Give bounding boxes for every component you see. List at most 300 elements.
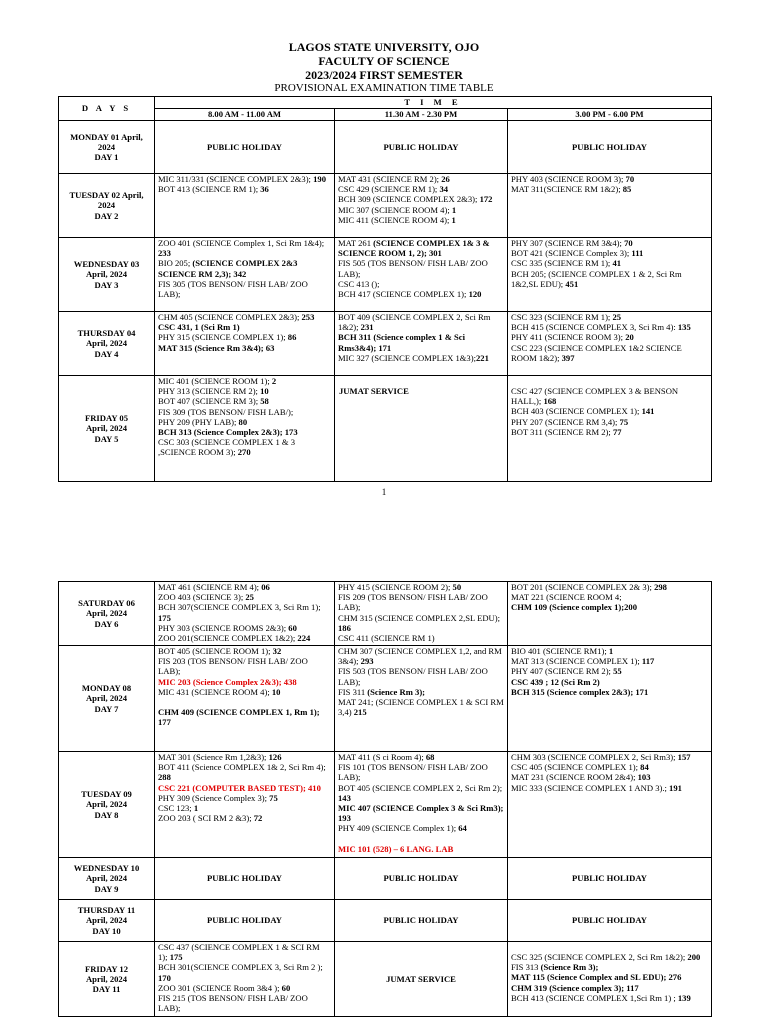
exam-entry xyxy=(338,258,504,278)
exam-entry xyxy=(511,582,708,592)
exam-entry xyxy=(158,582,331,592)
table-row xyxy=(59,942,712,1017)
exam-course: CHM 315 (SCIENCE COMPLEX 2,SL EDU); xyxy=(338,612,501,623)
slot-3-cell xyxy=(508,582,712,646)
table-row xyxy=(59,858,712,900)
exam-entry xyxy=(338,646,504,666)
jumat-service-cell: JUMAT SERVICE xyxy=(335,942,508,1017)
exam-entry xyxy=(158,752,331,762)
exam-course: BCH 415 (SCIENCE COMPLEX 3, Sci Rm 4): xyxy=(511,322,676,333)
exam-entry xyxy=(511,269,708,289)
table-row xyxy=(59,582,712,646)
exam-count: 58 xyxy=(258,396,269,407)
day-label: MONDAY 01 April, xyxy=(70,131,143,142)
exam-count: 111 xyxy=(629,248,644,259)
exam-entry xyxy=(158,942,331,962)
exam-entry-highlight: CSC 221 (COMPUTER BASED TEST); 410 xyxy=(158,782,321,793)
day-cell xyxy=(59,121,155,174)
slot-3-cell xyxy=(508,752,712,858)
exam-course: BOT 405 (SCIENCE COMPLEX 2, Sci Rm 2); xyxy=(338,782,503,793)
exam-count: 157 xyxy=(675,752,691,762)
slot-2-cell xyxy=(335,238,508,312)
exam-entry xyxy=(511,417,708,427)
exam-course: MIC 401 (SCIENCE ROOM 1); xyxy=(158,376,270,386)
exam-count: 397 xyxy=(559,352,575,363)
exam-course: PHY 303 (SCIENCE ROOMS 2&3); xyxy=(158,622,287,633)
public-holiday-cell: PUBLIC HOLIDAY xyxy=(335,900,508,942)
exam-course: ZOO 403 (SCIENCE 3); xyxy=(158,592,244,603)
day-label: SATURDAY 06 xyxy=(78,598,135,609)
exam-entry xyxy=(158,417,331,427)
day-label: DAY 5 xyxy=(94,433,119,444)
exam-count: 293 xyxy=(358,656,374,667)
slot-header-2: 11.30 AM - 2.30 PM xyxy=(335,109,508,121)
exam-course: FIS 311 xyxy=(338,686,366,697)
exam-count: 64 xyxy=(456,823,467,834)
exam-course: BCH 205; (SCIENCE COMPLEX 1 & 2, Sci Rm 1&2,SL EDU); xyxy=(511,268,682,289)
exam-course: MIC 307 (SCIENCE ROOM 4); xyxy=(338,204,450,215)
exam-count: 68 xyxy=(423,752,435,762)
exam-count: 25 xyxy=(610,312,622,322)
exam-entry xyxy=(338,697,504,717)
exam-count: 34 xyxy=(437,184,449,195)
exam-count: CHM 409 (SCIENCE COMPLEX 1, Rm 1); 177 xyxy=(158,707,320,728)
exam-course: MIC 327 (SCIENCE COMPLEX 1&3); xyxy=(338,352,476,363)
exam-entry xyxy=(158,184,331,194)
exam-entry xyxy=(158,322,331,332)
exam-course: BCH 417 (SCIENCE COMPLEX 1); xyxy=(338,289,467,300)
day-label: DAY 4 xyxy=(94,348,119,359)
exam-count: (Science Rm 3); xyxy=(365,686,426,697)
day-label: DAY 2 xyxy=(94,210,119,221)
exam-entry xyxy=(338,238,504,258)
exam-count: 1 xyxy=(449,214,456,225)
timetable-page-1 xyxy=(58,96,712,482)
exam-course: BCH 403 (SCIENCE COMPLEX 1); xyxy=(511,406,640,417)
day-label: MONDAY 08 xyxy=(81,683,132,694)
exam-count: 233 xyxy=(158,248,171,259)
exam-count: 175 xyxy=(158,612,171,623)
day-label: THURSDAY 11 xyxy=(77,905,136,916)
exam-count: 20 xyxy=(623,332,634,343)
exam-count: 2 xyxy=(269,376,277,386)
exam-course: FIS 309 (TOS BENSON/ FISH LAB/); xyxy=(158,406,294,417)
day-label: TUESDAY 09 xyxy=(81,789,132,800)
exam-course: CSC 429 (SCIENCE RM 1); xyxy=(338,184,438,195)
exam-entry xyxy=(338,752,504,762)
exam-entry xyxy=(511,772,708,782)
exam-count: 10 xyxy=(269,686,281,697)
table-row xyxy=(59,646,712,752)
exam-course: CSC 437 (SCIENCE COMPLEX 1 & SCI RM 1); xyxy=(158,942,320,963)
exam-entry xyxy=(511,993,708,1003)
slot-2-cell xyxy=(335,646,508,752)
exam-count: 60 xyxy=(286,622,297,633)
exam-count: 80 xyxy=(236,416,248,427)
exam-entry-highlight: MIC 203 (Science Complex 2&3); 438 xyxy=(158,676,297,687)
exam-entry xyxy=(511,666,708,676)
slot-1-cell xyxy=(155,376,335,482)
exam-course: PHY 207 (SCIENCE RM 3,4); xyxy=(511,416,618,427)
slot-header-3: 3.00 PM - 6.00 PM xyxy=(508,109,712,121)
exam-course: MIC 311/331 (SCIENCE COMPLEX 2&3); xyxy=(158,174,311,184)
exam-course: FIS 209 (TOS BENSON/ FISH LAB/ ZOO LAB); xyxy=(338,592,488,613)
exam-entry xyxy=(158,633,331,643)
day-label: 2024 xyxy=(97,200,116,211)
exam-count: BCH 315 (Science complex 2&3); 171 xyxy=(511,686,649,697)
exam-count: (Science Rm 3); xyxy=(538,962,599,973)
exam-entry xyxy=(338,666,504,686)
day-cell xyxy=(59,582,155,646)
exam-count: 172 xyxy=(477,194,493,205)
exam-course: MAT 261 xyxy=(338,238,372,248)
exam-course: CHM 303 (SCIENCE COMPLEX 2, Sci Rm3); xyxy=(511,752,676,762)
exam-entry xyxy=(511,312,708,322)
exam-entry xyxy=(338,279,504,289)
slot-1-cell xyxy=(155,582,335,646)
exam-course: BOT 201 (SCIENCE COMPLEX 2& 3); xyxy=(511,582,652,592)
table-row xyxy=(59,900,712,942)
exam-entry xyxy=(511,646,708,656)
exam-course: MIC 411 (SCIENCE ROOM 4); xyxy=(338,214,450,225)
timetable-page-2 xyxy=(58,581,712,1017)
slot-2-cell xyxy=(335,312,508,376)
table-row xyxy=(59,121,712,174)
exam-entry xyxy=(511,752,708,762)
exam-count: 75 xyxy=(267,792,278,803)
day-label: DAY 6 xyxy=(94,618,119,629)
exam-course: BOT 413 (SCIENCE RM 1); xyxy=(158,184,259,195)
day-label: DAY 7 xyxy=(94,703,119,714)
exam-course: PHY 403 (SCIENCE ROOM 3); xyxy=(511,174,624,184)
exam-count: 75 xyxy=(617,416,629,427)
exam-course: BCH 413 (SCIENCE COMPLEX 1,Sci Rm 1) ; xyxy=(511,992,676,1003)
exam-course: BOT 411 (Science COMPLEX 1& 2, Sci Rm 4); xyxy=(158,762,326,773)
exam-course: BIO 401 (SCIENCE RM1); xyxy=(511,646,607,656)
exam-count: 288 xyxy=(158,772,171,783)
exam-course: BOT 409 (SCIENCE COMPLEX 2, Sci Rm 1&2); xyxy=(338,312,491,333)
public-holiday-cell: PUBLIC HOLIDAY xyxy=(508,900,712,942)
exam-course: CSC 123; xyxy=(158,803,192,814)
exam-count: 25 xyxy=(243,592,254,603)
day-label: April, 2024 xyxy=(85,608,128,619)
day-label: DAY 3 xyxy=(94,279,119,290)
exam-course: FIS 203 (TOS BENSON/ FISH LAB/ ZOO LAB); xyxy=(158,656,308,677)
table-row xyxy=(59,752,712,858)
public-holiday-cell: PUBLIC HOLIDAY xyxy=(155,121,335,174)
slot-3-cell xyxy=(508,312,712,376)
exam-count: 06 xyxy=(259,582,270,592)
exam-course: ZOO 301 (SCIENCE Room 3&4 ); xyxy=(158,982,280,993)
day-label: DAY 9 xyxy=(94,883,119,894)
exam-course: CSC 335 (SCIENCE RM 1); xyxy=(511,258,611,269)
day-cell xyxy=(59,376,155,482)
exam-entry xyxy=(338,353,504,363)
day-cell xyxy=(59,942,155,1017)
exam-entry xyxy=(511,687,708,697)
exam-count: 270 xyxy=(235,447,251,458)
exam-course: MIC 431 (SCIENCE ROOM 4); xyxy=(158,686,270,697)
exam-course: CSC 405 (SCIENCE COMPLEX 1); xyxy=(511,762,639,773)
exam-count: 253 xyxy=(299,312,315,322)
exam-count: 221 xyxy=(475,352,489,363)
exam-course: PHY 415 (SCIENCE ROOM 2); xyxy=(338,582,451,592)
exam-course: FIS 503 (TOS BENSON/ FISH LAB/ ZOO LAB); xyxy=(338,666,488,687)
exam-course: ZOO 201(SCIENCE COMPLEX 1&2); xyxy=(158,633,296,644)
exam-course: MAT 431 (SCIENCE RM 2); xyxy=(338,174,440,184)
exam-course: MAT 301 (Science Rm 1,2&3); xyxy=(158,752,267,762)
slot-1-cell xyxy=(155,174,335,238)
exam-count: 70 xyxy=(623,174,635,184)
day-label: FRIDAY 05 xyxy=(84,413,129,424)
exam-course: MAT 461 (SCIENCE RM 4); xyxy=(158,582,260,592)
exam-course: BOT 407 (SCIENCE RM 3); xyxy=(158,396,259,407)
exam-entry xyxy=(158,962,331,982)
exam-count: CSC 431, 1 (Sci Rm 1) xyxy=(158,322,240,333)
exam-entry xyxy=(511,677,708,687)
exam-course: CSC 325 (SCIENCE COMPLEX 2, Sci Rm 1&2); xyxy=(511,952,686,962)
exam-entry xyxy=(338,823,504,833)
exam-count: 186 xyxy=(338,622,351,633)
exam-course: FIS 505 (TOS BENSON/ FISH LAB/ ZOO LAB); xyxy=(338,258,488,279)
exam-entry xyxy=(511,983,708,993)
day-label: DAY 10 xyxy=(92,925,121,936)
day-label: TUESDAY 02 April, xyxy=(69,190,144,201)
exam-entry xyxy=(158,803,331,813)
exam-count: 41 xyxy=(610,258,622,269)
exam-course: CSC 223 (SCIENCE COMPLEX 1&2 SCIENCE ROOM 1&2); xyxy=(511,342,682,363)
exam-entry xyxy=(158,279,331,299)
exam-entry xyxy=(158,386,331,396)
university-name: LAGOS STATE UNIVERSITY, OJO xyxy=(288,40,480,54)
exam-entry xyxy=(511,238,708,248)
exam-entry xyxy=(511,184,708,194)
exam-entry xyxy=(158,437,331,457)
exam-course: MAT 313 (SCIENCE COMPLEX 1); xyxy=(511,656,640,667)
day-label: April, 2024 xyxy=(85,338,128,349)
exam-entry xyxy=(511,427,708,437)
exam-course: MAT 221 (SCIENCE ROOM 4; xyxy=(511,592,622,603)
exam-entry xyxy=(158,793,331,803)
exam-course: MAT 311(SCIENCE RM 1&2); xyxy=(511,184,621,195)
exam-course: ZOO 203 ( SCI RM 2 &3); xyxy=(158,813,252,824)
day-cell xyxy=(59,900,155,942)
exam-entry xyxy=(338,174,504,184)
public-holiday-cell: PUBLIC HOLIDAY xyxy=(155,900,335,942)
day-label: 2024 xyxy=(97,141,116,152)
public-holiday-cell: PUBLIC HOLIDAY xyxy=(508,858,712,900)
exam-course: PHY 209 (PHY LAB); xyxy=(158,416,237,427)
time-header: T I M E xyxy=(155,97,712,109)
exam-count: 175 xyxy=(167,952,183,963)
exam-count: 55 xyxy=(610,666,622,677)
day-cell xyxy=(59,858,155,900)
exam-course: FIS 313 xyxy=(511,962,539,973)
exam-count: 60 xyxy=(279,982,291,993)
exam-course: BOT 421 (SCIENCE Complex 3); xyxy=(511,248,630,259)
exam-course: PHY 411 (SCIENCE ROOM 3); xyxy=(511,332,624,343)
slot-2-cell xyxy=(335,752,508,858)
day-label: April, 2024 xyxy=(85,915,128,926)
day-label: April, 2024 xyxy=(85,873,128,884)
exam-entry xyxy=(511,258,708,268)
public-holiday-cell: PUBLIC HOLIDAY xyxy=(155,858,335,900)
exam-course: MAT 411 (S ci Room 4); xyxy=(338,752,424,762)
day-label: April, 2024 xyxy=(85,799,128,810)
exam-entry xyxy=(158,332,331,342)
exam-count: 117 xyxy=(639,656,655,667)
exam-entry xyxy=(511,783,708,793)
exam-entry xyxy=(158,656,331,676)
exam-entry xyxy=(158,427,331,437)
exam-entry xyxy=(338,312,504,332)
exam-count: 135 xyxy=(675,322,691,333)
exam-count: 190 xyxy=(310,174,326,184)
day-cell xyxy=(59,174,155,238)
exam-course: FIS 215 (TOS BENSON/ FISH LAB/ ZOO LAB); xyxy=(158,993,308,1014)
exam-count: 143 xyxy=(338,792,351,803)
exam-count: 77 xyxy=(610,426,622,437)
exam-count: 1 xyxy=(606,646,614,656)
exam-count: CHM 109 (Science complex 1);200 xyxy=(511,602,638,613)
exam-entry xyxy=(338,803,504,823)
exam-course: ZOO 401 (SCIENCE Complex 1, Sci Rm 1&4); xyxy=(158,238,325,248)
exam-course: PHY 409 (SCIENCE Complex 1); xyxy=(338,823,457,834)
exam-entry xyxy=(338,332,504,352)
public-holiday-cell: PUBLIC HOLIDAY xyxy=(508,121,712,174)
exam-count: MAT 115 (Science Complex and SL EDU); 276 xyxy=(511,972,682,983)
exam-course: CSC 413 (); xyxy=(338,278,380,289)
exam-entry xyxy=(511,972,708,982)
exam-entry xyxy=(511,343,708,363)
exam-count: 141 xyxy=(639,406,655,417)
day-label: April, 2024 xyxy=(85,693,128,704)
exam-count: 26 xyxy=(439,174,450,184)
exam-entry xyxy=(338,592,504,612)
exam-count: 103 xyxy=(635,772,651,783)
exam-course: PHY 407 (SCIENCE RM 2); xyxy=(511,666,611,677)
exam-course: PHY 313 (SCIENCE RM 2); xyxy=(158,386,258,397)
exam-count: 1 xyxy=(449,204,457,215)
days-header: D A Y S xyxy=(59,97,155,121)
document-title: PROVISIONAL EXAMINATION TIME TABLE xyxy=(274,82,494,94)
exam-count: 10 xyxy=(257,386,269,397)
exam-entry xyxy=(511,952,708,962)
exam-entry xyxy=(158,258,331,278)
day-label: DAY 8 xyxy=(94,809,119,820)
day-cell xyxy=(59,752,155,858)
exam-entry xyxy=(158,396,331,406)
day-label: WEDNESDAY 10 xyxy=(73,863,140,874)
exam-count: 126 xyxy=(266,752,282,762)
public-holiday-cell: PUBLIC HOLIDAY xyxy=(335,121,508,174)
exam-entry xyxy=(511,322,708,332)
exam-count: 215 xyxy=(351,707,367,718)
exam-count: 50 xyxy=(450,582,462,592)
exam-course: CHM 307 (SCIENCE COMPLEX 1,2, and RM 3&4); xyxy=(338,646,502,667)
exam-count: 200 xyxy=(685,952,701,962)
exam-entry xyxy=(158,592,331,602)
exam-count: BCH 311 (Science complex 1 & Sci Rms3&4); 171 xyxy=(338,332,465,353)
exam-course: CSC 303 (SCIENCE COMPLEX 1 & 3 ,SCIENCE ROOM 3); xyxy=(158,437,296,458)
exam-entry xyxy=(158,707,331,727)
exam-entry xyxy=(158,993,331,1013)
exam-entry xyxy=(338,834,504,844)
exam-entry xyxy=(338,194,504,204)
exam-entry xyxy=(511,592,708,602)
day-cell xyxy=(59,312,155,376)
slot-1-cell xyxy=(155,942,335,1017)
exam-entry xyxy=(158,407,331,417)
exam-count: 32 xyxy=(270,646,282,656)
day-label: THURSDAY 04 xyxy=(77,328,136,339)
exam-course: MAT 231 (SCIENCE ROOM 2&4); xyxy=(511,772,636,783)
exam-count: CHM 319 (Science complex 3); 117 xyxy=(511,982,639,993)
exam-entry xyxy=(338,844,504,854)
exam-course: CSC 427 (SCIENCE COMPLEX 3 & BENSON HALL,); xyxy=(511,386,679,407)
day-cell xyxy=(59,646,155,752)
slot-3-cell xyxy=(508,646,712,752)
exam-course: BIO 205; xyxy=(158,258,191,269)
exam-entry xyxy=(338,205,504,215)
slot-2-cell xyxy=(335,174,508,238)
exam-entry xyxy=(511,248,708,258)
exam-count: 120 xyxy=(466,289,482,300)
exam-course: PHY 307 (SCIENCE RM 3&4); xyxy=(511,238,622,248)
exam-course: BCH 307(SCIENCE COMPLEX 3, Sci Rm 1); xyxy=(158,602,321,613)
exam-course: CSC 323 (SCIENCE RM 1); xyxy=(511,312,611,322)
day-label: FRIDAY 12 xyxy=(84,963,129,974)
exam-course: CHM 405 (SCIENCE COMPLEX 2&3); xyxy=(158,312,300,322)
exam-entry xyxy=(158,813,331,823)
exam-entry xyxy=(511,762,708,772)
table-row xyxy=(59,312,712,376)
exam-count: BCH 313 (Science Complex 2&3); 173 xyxy=(158,427,298,438)
exam-course: FIS 305 (TOS BENSON/ FISH LAB/ ZOO LAB); xyxy=(158,278,308,300)
slot-1-cell xyxy=(155,646,335,752)
exam-count: 36 xyxy=(258,184,269,195)
exam-entry xyxy=(158,238,331,258)
exam-count: 170 xyxy=(158,972,171,983)
day-label: April, 2024 xyxy=(85,269,128,280)
exam-count: 72 xyxy=(251,813,263,824)
day-label: WEDNESDAY 03 xyxy=(73,259,140,270)
exam-count: CSC 439 ; 12 (Sci Rm 2) xyxy=(511,676,600,687)
public-holiday-cell: PUBLIC HOLIDAY xyxy=(335,858,508,900)
day-label: DAY 1 xyxy=(94,152,119,163)
exam-entry xyxy=(338,582,504,592)
slot-1-cell xyxy=(155,312,335,376)
exam-count: 86 xyxy=(285,332,297,343)
exam-entry xyxy=(511,602,708,612)
exam-entry xyxy=(338,289,504,299)
exam-entry xyxy=(158,312,331,322)
exam-entry xyxy=(338,613,504,633)
exam-count: 84 xyxy=(638,762,649,773)
exam-course: PHY 309 (Science Complex 3); xyxy=(158,792,267,803)
exam-entry xyxy=(338,184,504,194)
exam-count: 191 xyxy=(666,782,682,793)
exam-course: BOT 311 (SCIENCE RM 2); xyxy=(511,426,611,437)
day-cell xyxy=(59,238,155,312)
document-header xyxy=(0,40,768,95)
exam-count: 1 xyxy=(191,803,199,814)
page-number: 1 xyxy=(381,487,387,497)
exam-entry xyxy=(158,602,331,622)
exam-count: 139 xyxy=(675,992,691,1003)
exam-count: 451 xyxy=(563,278,579,289)
exam-entry xyxy=(158,677,331,687)
